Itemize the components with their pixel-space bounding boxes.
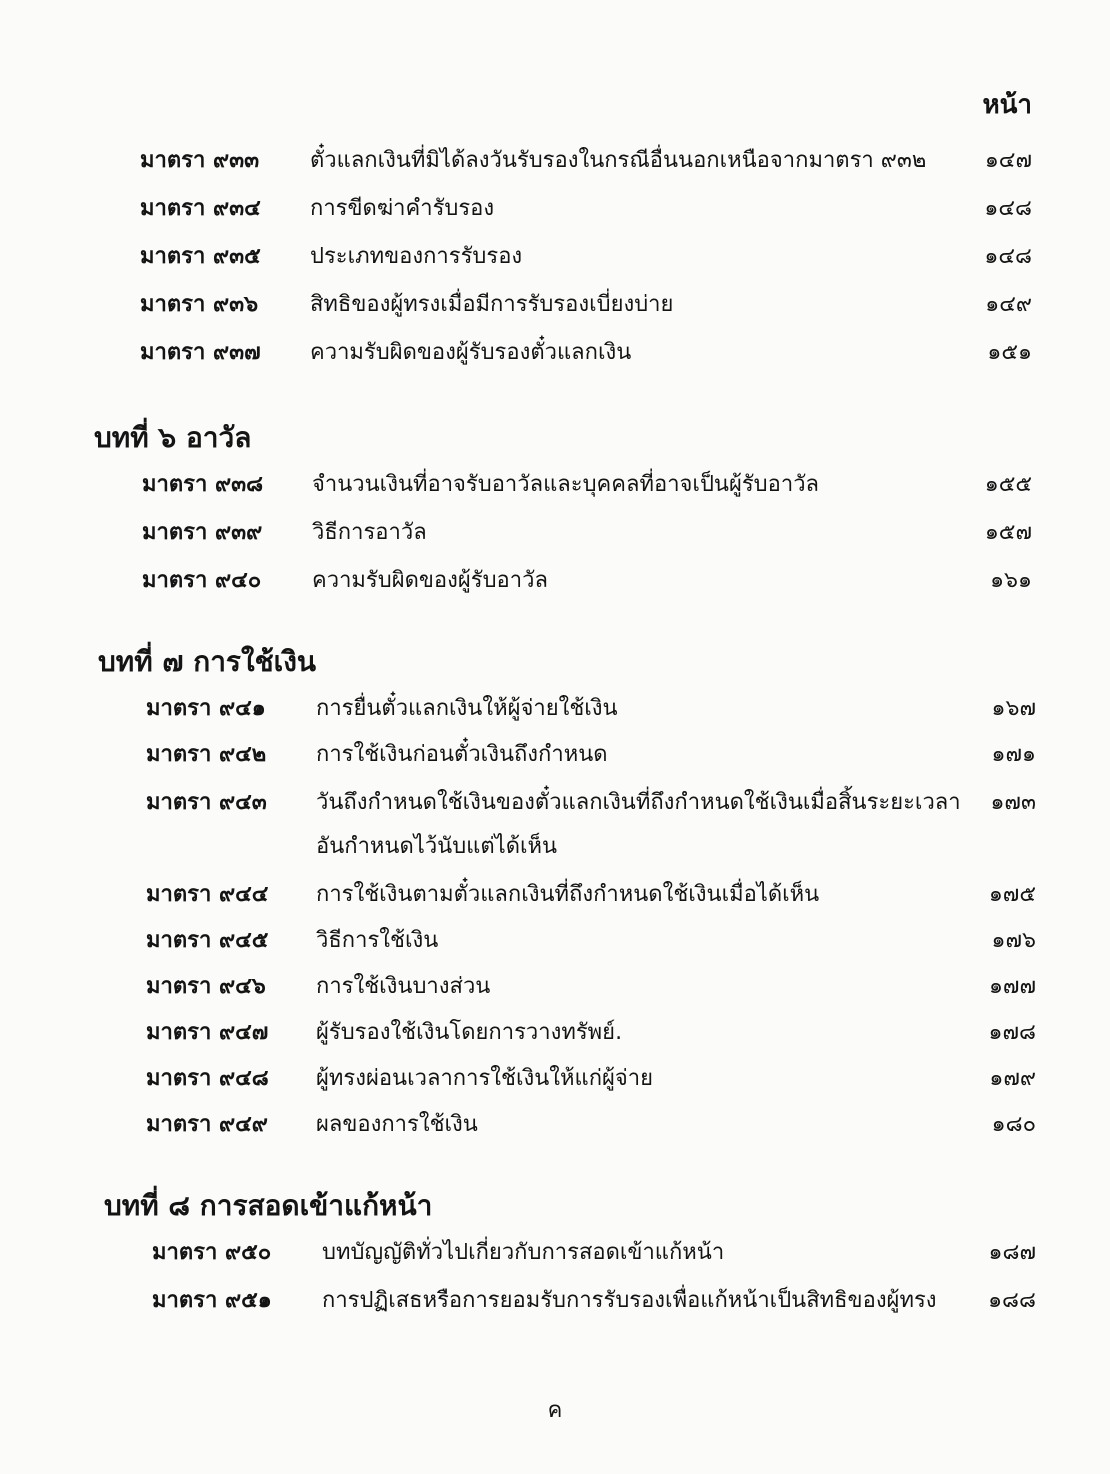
toc-entry xyxy=(140,142,1032,176)
toc-entry xyxy=(140,238,1032,272)
toc-entry xyxy=(146,876,1036,910)
toc-entry xyxy=(146,922,1036,956)
section-number: มาตรา ๙๓๔ xyxy=(140,195,261,221)
section-title: การยื่นตั๋วแลกเงินให้ผู้จ่ายใช้เงิน xyxy=(316,695,618,721)
section-number: มาตรา ๙๓๕ xyxy=(140,243,261,269)
section-title: การขีดฆ่าคำรับรอง xyxy=(310,195,495,221)
page-column-header: หน้า xyxy=(982,90,1032,120)
page-number: ๑๔๙ xyxy=(985,291,1032,317)
section-title: จำนวนเงินที่อาจรับอาวัลและบุคคลที่อาจเป็นผู้รับอาวัล xyxy=(312,471,820,497)
section-title: ตั๋วแลกเงินที่มิได้ลงวันรับรองในกรณีอื่นนอกเหนือจากมาตรา ๙๓๒ xyxy=(310,147,927,173)
toc-entry xyxy=(140,334,1032,368)
toc-entry xyxy=(146,1014,1036,1048)
page-number: ๑๗๓ xyxy=(990,789,1036,815)
section-title: ผลของการใช้เงิน xyxy=(316,1111,478,1137)
section-number: มาตรา ๙๕๐ xyxy=(152,1239,272,1265)
section-title: ความรับผิดของผู้รับอาวัล xyxy=(312,567,548,593)
page-number: ๑๕๗ xyxy=(984,519,1032,545)
section-title: วิธีการใช้เงิน xyxy=(316,927,439,953)
toc-entry xyxy=(146,784,1036,818)
section-title: สิทธิของผู้ทรงเมื่อมีการรับรองเบี่ยงบ่าย xyxy=(310,291,674,317)
section-number: มาตรา ๙๓๘ xyxy=(142,471,264,497)
section-number: มาตรา ๙๔๔ xyxy=(146,881,269,907)
page-number: ๑๕๑ xyxy=(987,339,1032,365)
page-number: ๑๘๐ xyxy=(991,1111,1036,1137)
section-number: มาตรา ๙๕๑ xyxy=(152,1287,272,1313)
section-title: การใช้เงินก่อนตั๋วเงินถึงกำหนด xyxy=(316,741,608,767)
toc-entry xyxy=(142,466,1032,500)
section-number: มาตรา ๙๔๖ xyxy=(146,973,266,999)
toc-entry xyxy=(140,190,1032,224)
toc-entry xyxy=(142,562,1032,596)
page-number: ๑๗๙ xyxy=(989,1065,1036,1091)
section-title-continuation: อันกำหนดไว้นับแต่ได้เห็น xyxy=(316,834,558,859)
section-number: มาตรา ๙๔๑ xyxy=(146,695,266,721)
section-title: วันถึงกำหนดใช้เงินของตั๋วแลกเงินที่ถึงกำหนดใช้เงินเมื่อสิ้นระยะเวลา xyxy=(316,789,961,815)
section-number: มาตรา ๙๔๘ xyxy=(146,1065,269,1091)
toc-entry xyxy=(152,1234,1036,1268)
toc-entry xyxy=(146,1106,1036,1140)
section-number: มาตรา ๙๓๗ xyxy=(140,339,261,365)
page-number: ๑๗๖ xyxy=(991,927,1036,953)
section-title: วิธีการอาวัล xyxy=(312,519,427,545)
section-number: มาตรา ๙๔๗ xyxy=(146,1019,269,1045)
section-title: การปฏิเสธหรือการยอมรับการรับรองเพื่อแก้หน้าเป็นสิทธิของผู้ทรง xyxy=(322,1287,937,1313)
toc-entry xyxy=(146,690,1036,724)
section-number: มาตรา ๙๓๙ xyxy=(142,519,263,545)
section-number: มาตรา ๙๔๕ xyxy=(146,927,269,953)
section-number: มาตรา ๙๓๓ xyxy=(140,147,260,173)
page-number: ๑๔๗ xyxy=(984,147,1032,173)
page-number: ๑๔๘ xyxy=(984,243,1032,269)
page-number: ๑๗๑ xyxy=(991,741,1036,767)
page-number: ๑๗๕ xyxy=(988,881,1036,907)
toc-entry xyxy=(152,1282,1036,1316)
page-number: ๑๕๕ xyxy=(984,471,1032,497)
section-number: มาตรา ๙๔๙ xyxy=(146,1111,268,1137)
section-title: การใช้เงินตามตั๋วแลกเงินที่ถึงกำหนดใช้เงินเมื่อได้เห็น xyxy=(316,881,820,907)
page-number: ๑๗๘ xyxy=(988,1019,1036,1045)
chapter-heading: บทที่ ๘ การสอดเข้าแก้หน้า xyxy=(104,1189,433,1222)
section-title: ประเภทของการรับรอง xyxy=(310,243,523,269)
section-number: มาตรา ๙๔๓ xyxy=(146,789,267,815)
section-number: มาตรา ๙๓๖ xyxy=(140,291,259,317)
toc-entry xyxy=(146,736,1036,770)
toc-entry xyxy=(146,968,1036,1002)
toc-entry xyxy=(140,286,1032,320)
page-number: ๑๘๘ xyxy=(988,1287,1036,1313)
section-title: ผู้ทรงผ่อนเวลาการใช้เงินให้แก่ผู้จ่าย xyxy=(316,1065,654,1091)
toc-entry xyxy=(146,1060,1036,1094)
section-number: มาตรา ๙๔๒ xyxy=(146,741,267,767)
chapter-heading: บทที่ ๖ อาวัล xyxy=(94,421,252,454)
page-number: ๑๖๑ xyxy=(990,567,1032,593)
page-number: ๑๗๗ xyxy=(988,973,1036,999)
section-title: การใช้เงินบางส่วน xyxy=(316,973,491,999)
toc-entry xyxy=(142,514,1032,548)
section-number: มาตรา ๙๔๐ xyxy=(142,567,262,593)
page-number: ๑๘๗ xyxy=(988,1239,1036,1265)
footer-page-marker: ค xyxy=(547,1398,563,1423)
page-number: ๑๔๘ xyxy=(984,195,1032,221)
page-number: ๑๖๗ xyxy=(991,695,1036,721)
chapter-heading: บทที่ ๗ การใช้เงิน xyxy=(98,645,317,678)
section-title: ความรับผิดของผู้รับรองตั๋วแลกเงิน xyxy=(310,339,632,365)
section-title: บทบัญญัติทั่วไปเกี่ยวกับการสอดเข้าแก้หน้า xyxy=(322,1239,725,1265)
section-title: ผู้รับรองใช้เงินโดยการวางทรัพย์. xyxy=(316,1019,623,1045)
